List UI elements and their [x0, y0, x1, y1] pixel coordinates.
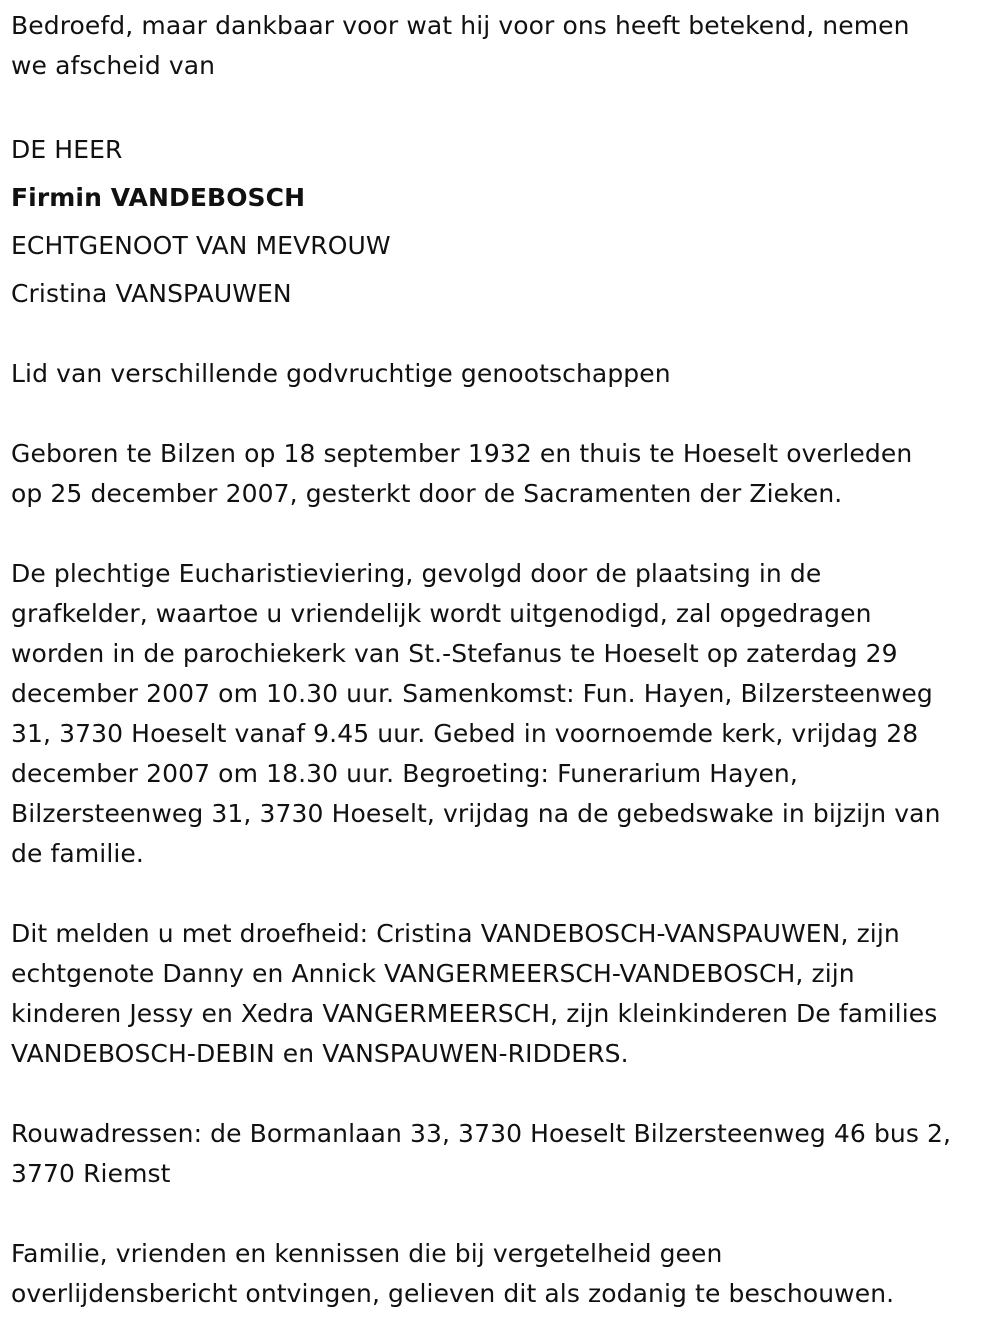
closing-line-1: Familie, vrienden en kennissen die bij vergetelheid geen — [11, 1239, 723, 1268]
ceremony-paragraph — [11, 554, 991, 874]
ceremony-line: december 2007 om 10.30 uur. Samenkomst: Fun. Hayen, Bilzersteenweg — [11, 679, 933, 708]
ceremony-line: december 2007 om 18.30 uur. Begroeting: Funerarium Hayen, — [11, 759, 798, 788]
intro-line-2: we afscheid van — [11, 51, 216, 80]
deceased-relation: ECHTGENOOT VAN MEVROUW — [11, 231, 391, 260]
ceremony-line: De plechtige Eucharistieviering, gevolgd door de plaatsing in de — [11, 559, 822, 588]
obituary-document — [11, 0, 991, 1314]
deceased-name: Firmin VANDEBOSCH — [11, 183, 306, 212]
addresses-line-1: Rouwadressen: de Bormanlaan 33, 3730 Hoeselt Bilzersteenweg 46 bus 2, — [11, 1119, 952, 1148]
closing-paragraph — [11, 1234, 991, 1314]
ceremony-line: Bilzersteenweg 31, 3730 Hoeselt, vrijdag na de gebedswake in bijzijn van — [11, 799, 941, 828]
announcement-line: VANDEBOSCH-DEBIN en VANSPAUWEN-RIDDERS. — [11, 1039, 629, 1068]
announcement-line: kinderen Jessy en Xedra VANGERMEERSCH, zijn kleinkinderen De families — [11, 999, 938, 1028]
ceremony-line: grafkelder, waartoe u vriendelijk wordt uitgenodigd, zal opgedragen — [11, 599, 872, 628]
announcement-line: echtgenote Danny en Annick VANGERMEERSCH-VANDEBOSCH, zijn — [11, 959, 855, 988]
announcement-line: Dit melden u met droefheid: Cristina VANDEBOSCH-VANSPAUWEN, zijn — [11, 919, 900, 948]
intro-line-1: Bedroefd, maar dankbaar voor wat hij voor ons heeft betekend, nemen — [11, 11, 910, 40]
ceremony-line: de familie. — [11, 839, 144, 868]
birth-death-paragraph — [11, 434, 991, 514]
announcement-paragraph — [11, 914, 991, 1074]
ceremony-line: worden in de parochiekerk van St.-Stefanus te Hoeselt op zaterdag 29 — [11, 639, 898, 668]
birth-death-line-1: Geboren te Bilzen op 18 september 1932 en thuis te Hoeselt overleden — [11, 439, 913, 468]
deceased-block — [11, 126, 991, 318]
deceased-title: DE HEER — [11, 135, 123, 164]
birth-death-line-2: op 25 december 2007, gesterkt door de Sacramenten der Zieken. — [11, 479, 843, 508]
ceremony-line: 31, 3730 Hoeselt vanaf 9.45 uur. Gebed in voornoemde kerk, vrijdag 28 — [11, 719, 919, 748]
intro-paragraph — [11, 0, 991, 86]
addresses-paragraph — [11, 1114, 991, 1194]
spouse-name: Cristina VANSPAUWEN — [11, 279, 292, 308]
addresses-line-2: 3770 Riemst — [11, 1159, 171, 1188]
membership-line: Lid van verschillende godvruchtige genootschappen — [11, 359, 671, 388]
closing-line-2: overlijdensbericht ontvingen, gelieven dit als zodanig te beschouwen. — [11, 1279, 895, 1308]
